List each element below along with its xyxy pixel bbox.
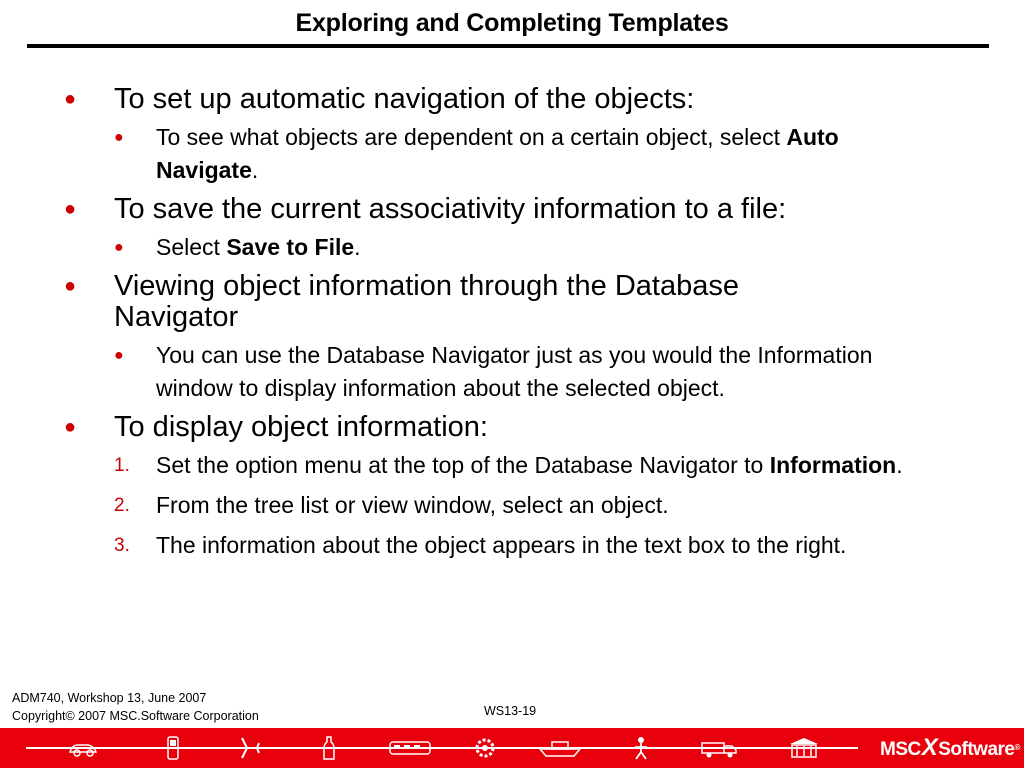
step-1: 1. Set the option menu at the top of the Database Navigator to Information. bbox=[0, 449, 931, 482]
car-icon bbox=[68, 735, 98, 761]
gear-icon bbox=[470, 735, 500, 761]
building-icon bbox=[784, 735, 824, 761]
bullet-dot-icon: ● bbox=[64, 88, 77, 110]
bottle-icon bbox=[314, 735, 344, 761]
bullet-dot-icon: ● bbox=[114, 239, 124, 256]
slide-title: Exploring and Completing Templates bbox=[295, 9, 729, 37]
term-auto-navigate: Auto Navigate bbox=[156, 124, 839, 183]
bullet-dot-icon: ● bbox=[64, 198, 77, 220]
msc-software-logo: MSCXSoftware® bbox=[880, 734, 1020, 761]
step-number: 2. bbox=[114, 495, 130, 516]
bullet-dot-icon: ● bbox=[114, 347, 124, 364]
bullet-viewing-object-info: ● Viewing object information through the Database Navigator bbox=[64, 270, 739, 333]
footer-course: ADM740, Workshop 13, June 2007 bbox=[12, 691, 207, 705]
bullet-dot-icon: ● bbox=[64, 275, 77, 297]
step-3: 3. The information about the object appears in the text box to the right. bbox=[0, 529, 931, 562]
truck-icon bbox=[700, 735, 740, 761]
ship-icon bbox=[538, 735, 582, 761]
footer-copyright: Copyright© 2007 MSC.Software Corporation bbox=[12, 709, 259, 723]
phone-icon bbox=[158, 735, 188, 761]
train-icon bbox=[388, 735, 432, 761]
subbullet-auto-navigate: ● To see what objects are dependent on a certain object, select Auto Navigate. bbox=[0, 121, 931, 187]
term-information: Information bbox=[769, 452, 897, 478]
bullet-display-object-info: ● To display object information: bbox=[64, 411, 488, 443]
footer-bar bbox=[0, 728, 1024, 768]
step-number: 3. bbox=[114, 535, 130, 556]
bullet-dot-icon: ● bbox=[64, 416, 77, 438]
jet-icon bbox=[232, 735, 262, 761]
subbullet-save-to-file: ● Select Save to File. bbox=[0, 231, 931, 264]
term-save-to-file: Save to File bbox=[226, 234, 355, 260]
bullet-dot-icon: ● bbox=[114, 129, 124, 146]
person-icon bbox=[626, 735, 656, 761]
slide-content bbox=[0, 84, 1024, 569]
page-number: WS13-19 bbox=[484, 704, 537, 718]
step-2: 2. From the tree list or view window, select an object. bbox=[0, 489, 931, 522]
step-number: 1. bbox=[114, 455, 130, 476]
title-rule bbox=[27, 44, 989, 48]
footer-info bbox=[12, 689, 259, 725]
bullet-auto-navigation: ● To set up automatic navigation of the objects: bbox=[64, 83, 695, 115]
bullet-save-associativity: ● To save the current associativity information to a file: bbox=[64, 193, 787, 225]
subbullet-database-navigator: ● You can use the Database Navigator just as you would the Information window to display information about the selected object. bbox=[0, 339, 931, 405]
